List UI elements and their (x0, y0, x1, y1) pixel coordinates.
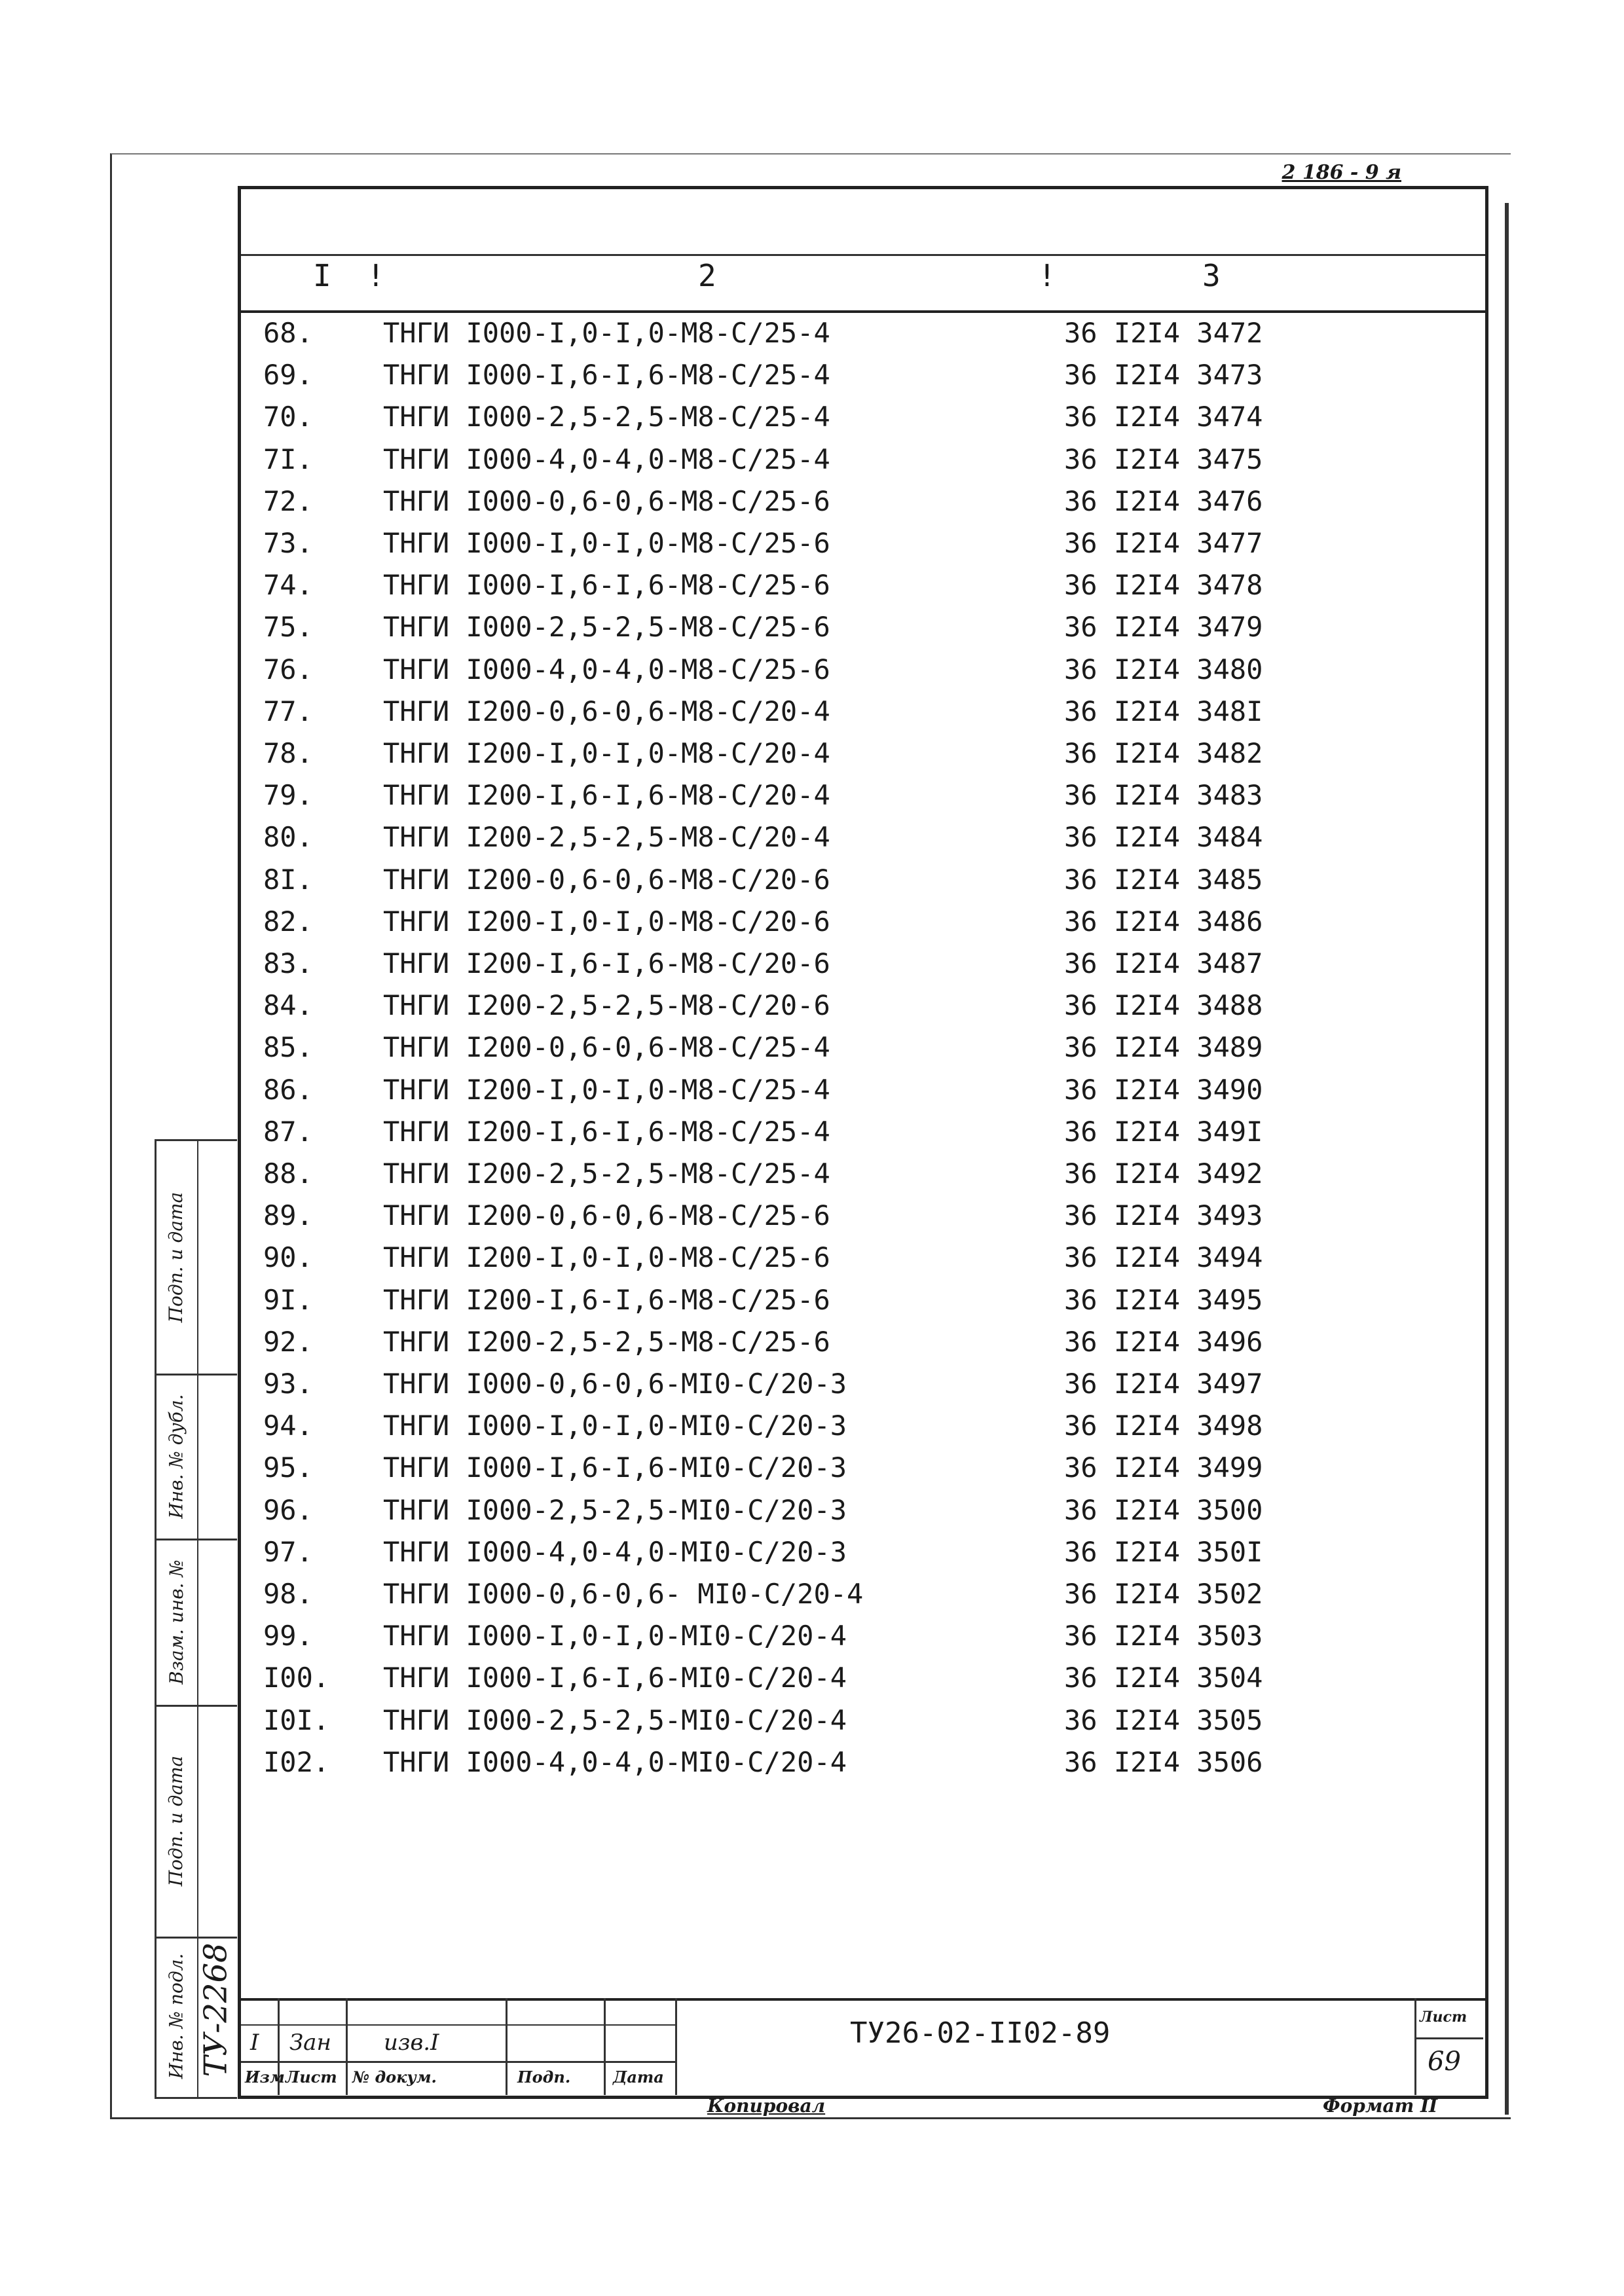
item-code: 36 I2I4 3489 (1064, 1031, 1263, 1064)
row-number: 74. (263, 569, 313, 602)
label-izm: Изм (245, 2068, 285, 2086)
item-code: 36 I2I4 3500 (1064, 1493, 1263, 1526)
item-code: 36 I2I4 3474 (1064, 401, 1263, 433)
item-name: ТНГИ I000-2,5-2,5-MI0-C/20-4 (383, 1704, 847, 1736)
row-number: 73. (263, 527, 313, 559)
right-edge-line (1505, 203, 1509, 2115)
row-number: 98. (263, 1578, 313, 1610)
item-name: ТНГИ I200-I,6-I,6-M8-C/25-6 (383, 1283, 830, 1316)
row-number: 92. (263, 1325, 313, 1358)
item-code: 36 I2I4 3486 (1064, 905, 1263, 938)
label-data: Дата (613, 2068, 664, 2086)
sheet-label: Лист (1420, 2009, 1467, 2026)
item-code: 36 I2I4 3493 (1064, 1199, 1263, 1232)
title-block-sheet-divider (1414, 2037, 1483, 2039)
item-code: 36 I2I4 3506 (1064, 1745, 1263, 1778)
item-name: ТНГИ I200-2,5-2,5-M8-C/25-6 (383, 1325, 830, 1358)
title-block-row-line-2 (241, 2061, 675, 2063)
item-name: ТНГИ I000-I,0-I,0-MI0-C/20-3 (383, 1410, 847, 1442)
item-name: ТНГИ I200-0,6-0,6-M8-C/20-4 (383, 695, 830, 727)
item-name: ТНГИ I200-0,6-0,6-M8-C/25-4 (383, 1031, 830, 1064)
label-doc-no: № докум. (352, 2068, 437, 2086)
rev-type: Зан (289, 2030, 331, 2056)
item-code: 36 I2I4 3495 (1064, 1283, 1263, 1316)
item-name: ТНГИ I000-4,0-4,0-M8-C/25-6 (383, 653, 830, 685)
row-number: 80. (263, 821, 313, 854)
row-number: 86. (263, 1073, 313, 1106)
top-note: 2 186 - 9 я (1282, 161, 1401, 184)
item-code: 36 I2I4 3497 (1064, 1368, 1263, 1400)
item-code: 36 I2I4 3473 (1064, 359, 1263, 392)
item-code: 36 I2I4 3502 (1064, 1578, 1263, 1610)
item-name: ТНГИ I000-4,0-4,0-MI0-C/20-3 (383, 1535, 847, 1568)
item-name: ТНГИ I000-I,0-I,0-MI0-C/20-4 (383, 1620, 847, 1652)
rev-doc: изв.I (384, 2030, 439, 2056)
row-number: 90. (263, 1241, 313, 1274)
header-col3: 3 (1202, 258, 1221, 293)
item-code: 36 I2I4 3503 (1064, 1620, 1263, 1652)
item-name: ТНГИ I200-I,0-I,0-M8-C/25-4 (383, 1073, 830, 1106)
item-name: ТНГИ I000-I,6-I,6-MI0-C/20-3 (383, 1451, 847, 1484)
row-number: I02. (263, 1745, 330, 1778)
item-code: 36 I2I4 3484 (1064, 821, 1263, 854)
item-code: 36 I2I4 3485 (1064, 863, 1263, 896)
row-number: 96. (263, 1493, 313, 1526)
item-code: 36 I2I4 348I (1064, 695, 1263, 727)
item-code: 36 I2I4 3475 (1064, 443, 1263, 475)
item-name: ТНГИ I200-2,5-2,5-M8-C/20-4 (383, 821, 830, 854)
row-number: 9I. (263, 1283, 313, 1316)
label-podp: Подп. (517, 2068, 571, 2086)
item-code: 36 I2I4 3494 (1064, 1241, 1263, 1274)
title-block-col-3 (506, 1998, 507, 2095)
item-name: ТНГИ I000-I,6-I,6-M8-C/25-6 (383, 569, 830, 602)
row-number: 93. (263, 1368, 313, 1400)
item-name: ТНГИ I200-2,5-2,5-M8-C/25-4 (383, 1157, 830, 1190)
item-code: 36 I2I4 3480 (1064, 653, 1263, 685)
label-list: Лист (286, 2068, 337, 2086)
item-name: ТНГИ I200-I,6-I,6-M8-C/20-4 (383, 779, 830, 812)
item-code: 36 I2I4 3487 (1064, 947, 1263, 979)
item-name: ТНГИ I000-4,0-4,0-M8-C/25-4 (383, 443, 830, 475)
row-number: 89. (263, 1199, 313, 1232)
item-name: ТНГИ I000-2,5-2,5-M8-C/25-4 (383, 401, 830, 433)
item-name: ТНГИ I000-I,6-I,6-M8-C/25-4 (383, 359, 830, 392)
row-number: 69. (263, 359, 313, 392)
item-name: ТНГИ I000-0,6-0,6-M8-C/25-6 (383, 484, 830, 517)
title-block-col-4 (604, 1998, 606, 2095)
item-code: 36 I2I4 3504 (1064, 1662, 1263, 1694)
item-name: ТНГИ I000-0,6-0,6- MI0-C/20-4 (383, 1578, 864, 1610)
header-bottom-line (241, 310, 1485, 313)
item-name: ТНГИ I000-I,6-I,6-MI0-C/20-4 (383, 1662, 847, 1694)
item-code: 36 I2I4 3490 (1064, 1073, 1263, 1106)
item-code: 36 I2I4 3477 (1064, 527, 1263, 559)
row-number: 88. (263, 1157, 313, 1190)
row-number: 94. (263, 1410, 313, 1442)
header-sep2: ! (1038, 258, 1056, 293)
item-name: ТНГИ I200-I,6-I,6-M8-C/20-6 (383, 947, 830, 979)
item-code: 36 I2I4 3482 (1064, 737, 1263, 769)
item-code: 36 I2I4 3472 (1064, 317, 1263, 349)
item-name: ТНГИ I200-I,6-I,6-M8-C/25-4 (383, 1115, 830, 1148)
item-code: 36 I2I4 3499 (1064, 1451, 1263, 1484)
row-number: 99. (263, 1620, 313, 1652)
item-name: ТНГИ I200-0,6-0,6-M8-C/20-6 (383, 863, 830, 896)
title-block-top-line (241, 1998, 1485, 2001)
item-code: 36 I2I4 3478 (1064, 569, 1263, 602)
row-number: I00. (263, 1662, 330, 1694)
item-code: 36 I2I4 3498 (1064, 1410, 1263, 1442)
row-number: 68. (263, 317, 313, 349)
item-name: ТНГИ I200-2,5-2,5-M8-C/20-6 (383, 989, 830, 1022)
row-number: 76. (263, 653, 313, 685)
item-name: ТНГИ I200-I,0-I,0-M8-C/20-6 (383, 905, 830, 938)
item-name: ТНГИ I200-I,0-I,0-M8-C/25-6 (383, 1241, 830, 1274)
item-name: ТНГИ I000-2,5-2,5-MI0-C/20-3 (383, 1493, 847, 1526)
title-block-sheet-col (1414, 1998, 1416, 2095)
header-sep1: ! (367, 258, 385, 293)
item-code: 36 I2I4 3488 (1064, 989, 1263, 1022)
item-code: 36 I2I4 3483 (1064, 779, 1263, 812)
item-name: ТНГИ I200-0,6-0,6-M8-C/25-6 (383, 1199, 830, 1232)
item-code: 36 I2I4 3505 (1064, 1704, 1263, 1736)
item-name: ТНГИ I200-I,0-I,0-M8-C/20-4 (383, 737, 830, 769)
row-number: I0I. (263, 1704, 330, 1736)
rev-num: I (250, 2030, 259, 2056)
row-number: 95. (263, 1451, 313, 1484)
header-col2: 2 (698, 258, 716, 293)
row-number: 82. (263, 905, 313, 938)
item-name: ТНГИ I000-2,5-2,5-M8-C/25-6 (383, 611, 830, 644)
row-number: 75. (263, 611, 313, 644)
row-number: 70. (263, 401, 313, 433)
row-number: 7I. (263, 443, 313, 475)
stamp-label-inv-podl: Инв. № подл. (165, 1953, 187, 2079)
stamp-inv-podl-value: ТУ-2268 (198, 1942, 235, 2077)
stamp-label-podp-data-top: Подп. и дата (165, 1192, 187, 1322)
item-code: 36 I2I4 3479 (1064, 611, 1263, 644)
copied-by: Копировал (707, 2095, 826, 2117)
title-block-col-2 (346, 1998, 348, 2095)
row-number: 72. (263, 484, 313, 517)
item-code: 36 I2I4 3492 (1064, 1157, 1263, 1190)
stamp-label-vzam-inv: Взам. инв. № (165, 1559, 187, 1685)
stamp-label-inv-dubl: Инв. № дубл. (165, 1393, 187, 1519)
row-number: 87. (263, 1115, 313, 1148)
row-number: 79. (263, 779, 313, 812)
item-name: ТНГИ I000-4,0-4,0-MI0-C/20-4 (383, 1745, 847, 1778)
row-number: 83. (263, 947, 313, 979)
item-name: ТНГИ I000-I,0-I,0-M8-C/25-6 (383, 527, 830, 559)
row-number: 77. (263, 695, 313, 727)
title-block-row-line-1 (241, 2024, 675, 2026)
item-name: ТНГИ I000-I,0-I,0-M8-C/25-4 (383, 317, 830, 349)
paper-format: Формат II (1323, 2095, 1438, 2117)
document-code: ТУ26-02-II02-89 (850, 2016, 1111, 2050)
row-number: 97. (263, 1535, 313, 1568)
stamp-label-podp-data: Подп. и дата (165, 1755, 187, 1886)
title-block-col-5 (675, 1998, 677, 2095)
row-number: 84. (263, 989, 313, 1022)
row-number: 8I. (263, 863, 313, 896)
header-col1: I (313, 258, 331, 293)
row-number: 85. (263, 1031, 313, 1064)
header-band-line (241, 254, 1485, 256)
item-code: 36 I2I4 3476 (1064, 484, 1263, 517)
item-code: 36 I2I4 350I (1064, 1535, 1263, 1568)
row-number: 78. (263, 737, 313, 769)
sheet-number: 69 (1428, 2047, 1461, 2077)
item-name: ТНГИ I000-0,6-0,6-MI0-C/20-3 (383, 1368, 847, 1400)
item-code: 36 I2I4 3496 (1064, 1325, 1263, 1358)
item-code: 36 I2I4 349I (1064, 1115, 1263, 1148)
